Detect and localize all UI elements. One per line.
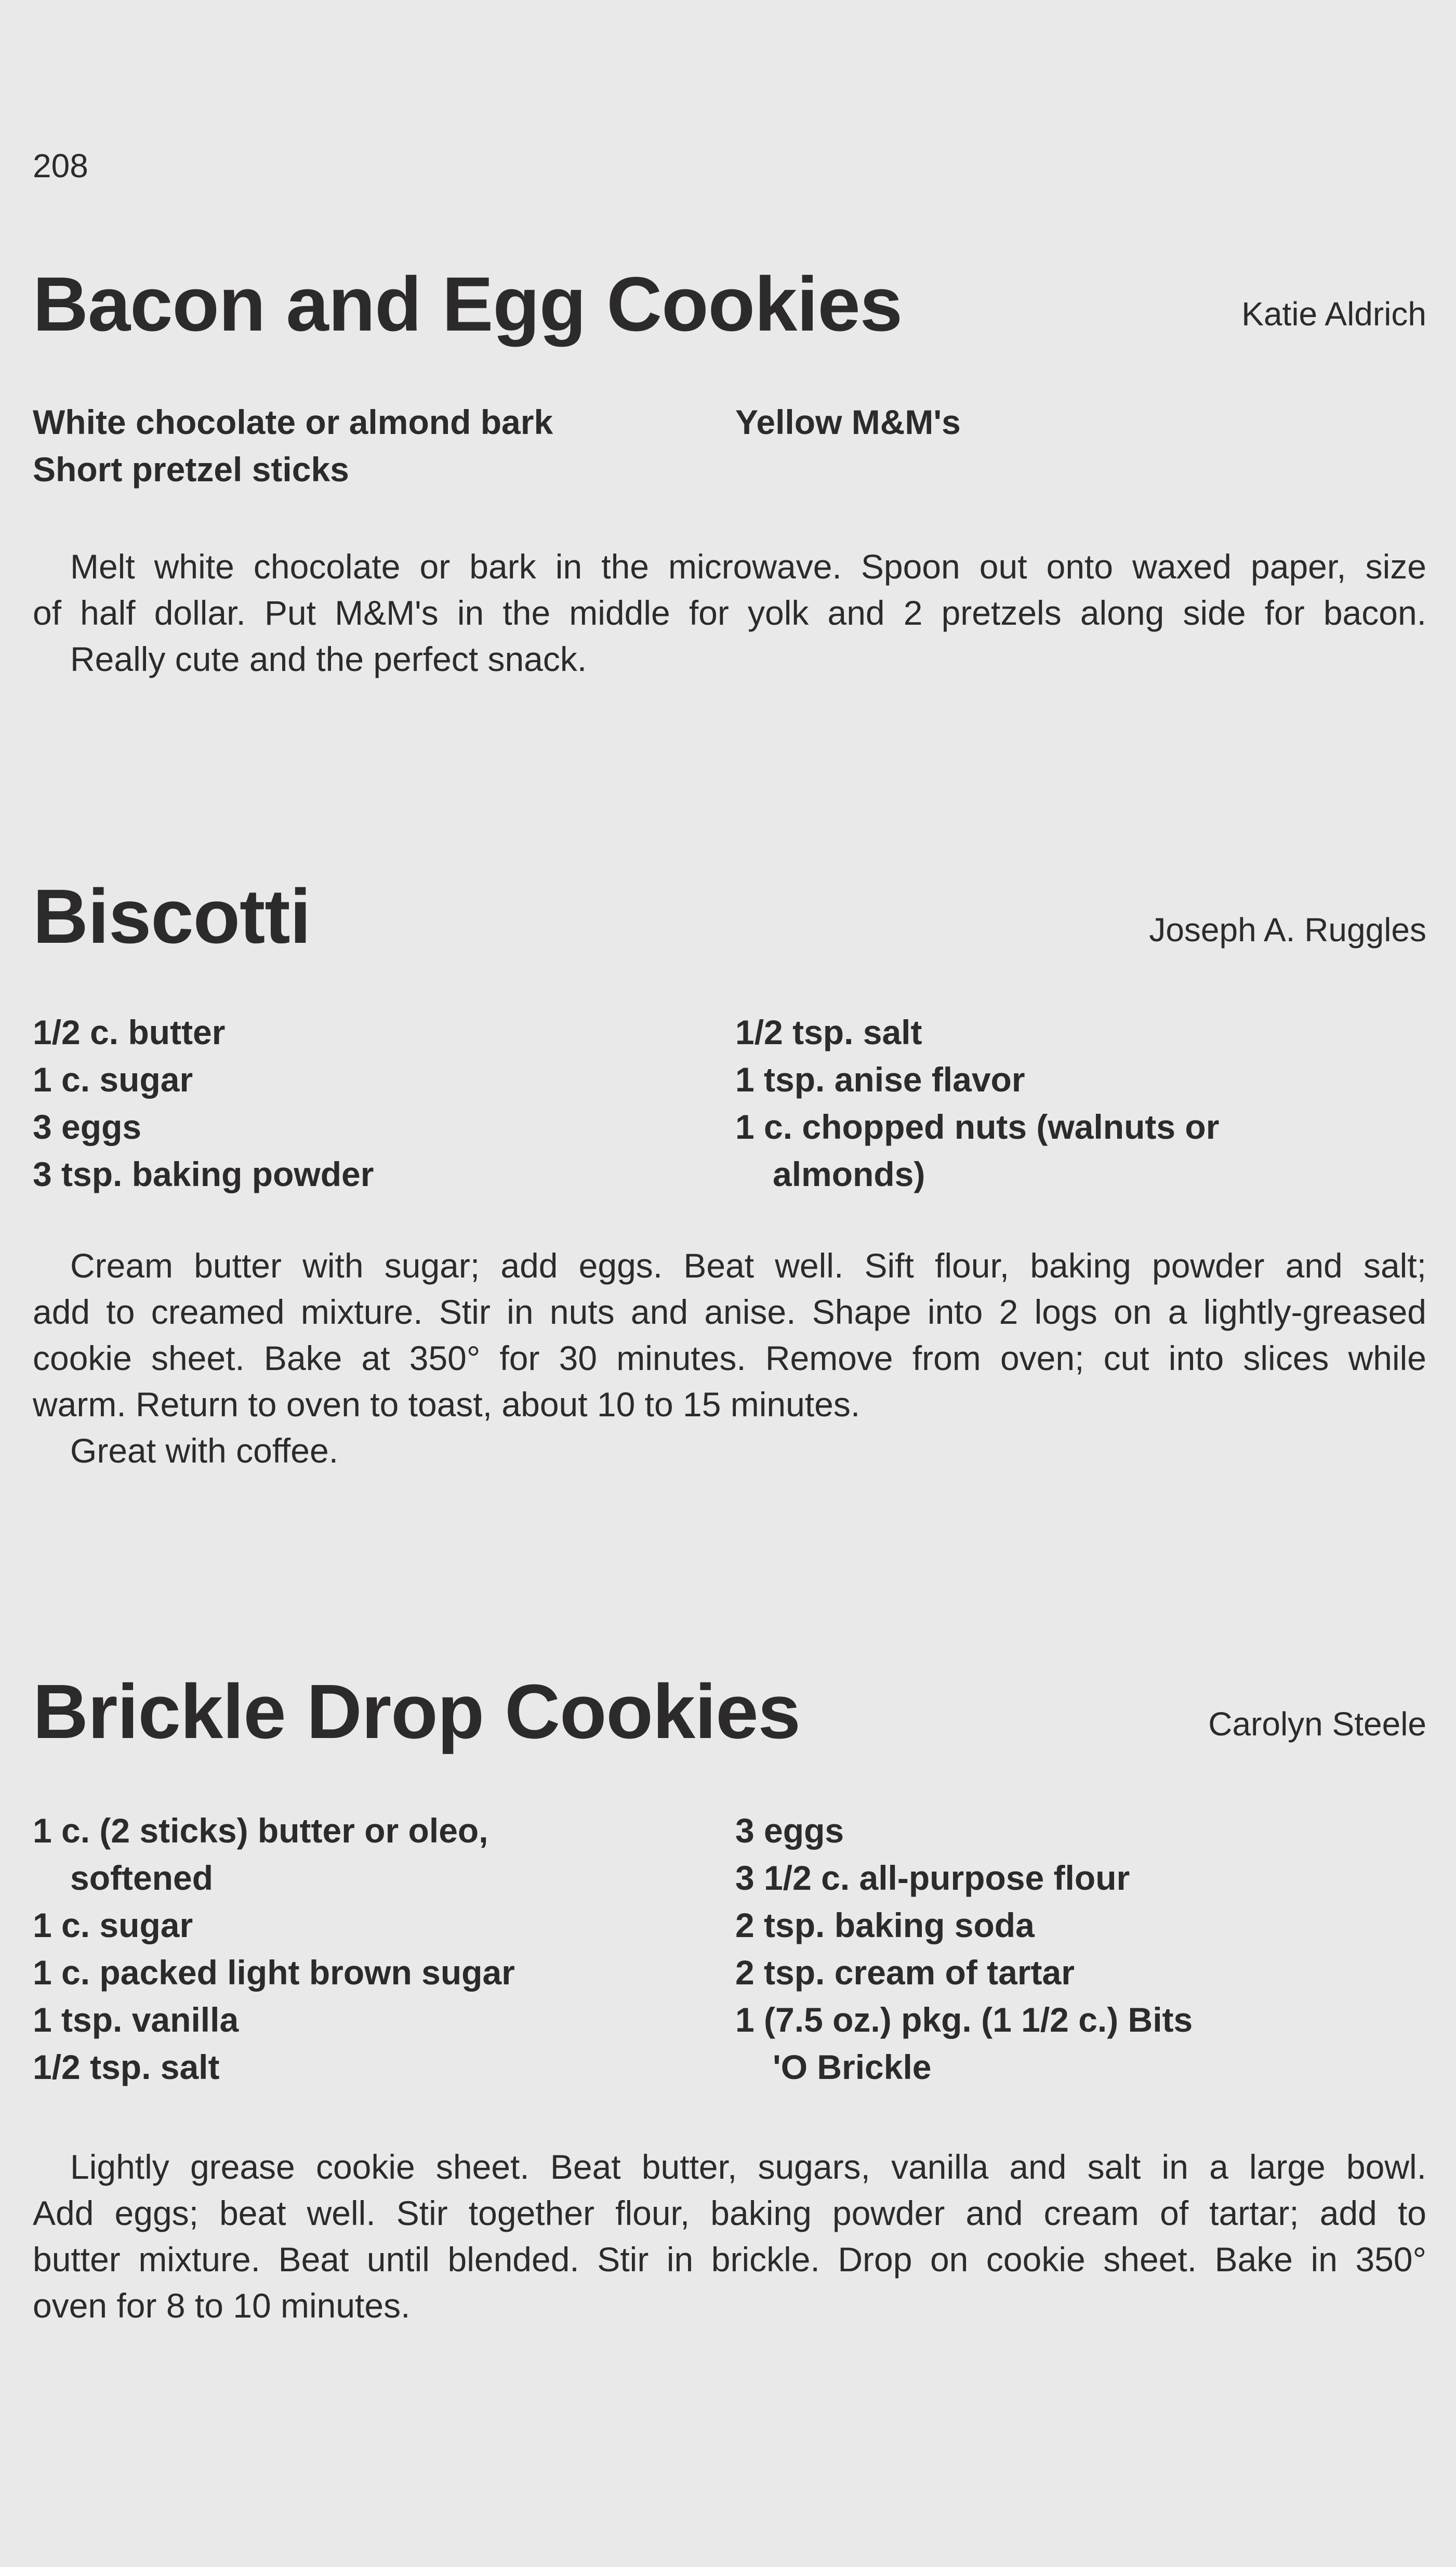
recipe-title: Brickle Drop Cookies [33, 1669, 800, 1755]
directions-line: warm. Return to oven to toast, about 10 to 15 minutes. [33, 1385, 861, 1424]
page-number: 208 [33, 147, 88, 185]
ingredients-left [33, 399, 708, 493]
ingredient: 3 eggs [735, 1811, 844, 1850]
ingredient: 1/2 tsp. salt [735, 1013, 922, 1051]
ingredient: 1 tsp. vanilla [33, 2000, 239, 2039]
ingredient: 2 tsp. baking soda [735, 1906, 1035, 1944]
ingredient: Short pretzel sticks [33, 450, 349, 489]
ingredient: 1 c. packed light brown sugar [33, 1953, 515, 1992]
ingredient: 1 c. sugar [33, 1060, 193, 1099]
recipe-title: Biscotti [33, 874, 311, 959]
recipe-author: Carolyn Steele [1208, 1705, 1426, 1743]
recipe-biscotti [33, 874, 1426, 1502]
ingredient: 3 tsp. baking powder [33, 1155, 374, 1193]
ingredient: 3 1/2 c. all-purpose flour [735, 1859, 1130, 1897]
ingredient: 'O Brickle [773, 2048, 932, 2086]
recipe-title: Bacon and Egg Cookies [33, 261, 903, 347]
directions-line: butter mixture. Beat until blended. Stir in brickle. Drop on cookie sheet. Bake in 350° [33, 2240, 1426, 2279]
directions-line: Great with coffee. [70, 1431, 339, 1470]
directions-line: Add eggs; beat well. Stir together flour, baking powder and cream of tartar; add to [33, 2194, 1426, 2232]
directions-line: Lightly grease cookie sheet. Beat butter, sugars, vanilla and salt in a large bowl. [70, 2148, 1426, 2186]
directions-line: oven for 8 to 10 minutes. [33, 2286, 411, 2325]
ingredient: 1 c. (2 sticks) butter or oleo, [33, 1811, 488, 1850]
ingredient: 1/2 c. butter [33, 1013, 226, 1051]
ingredient: almonds) [773, 1155, 925, 1193]
directions-line: of half dollar. Put M&M's in the middle for yolk and 2 pretzels along side for bacon. [33, 594, 1426, 632]
ingredients-right [735, 1807, 1426, 2091]
ingredient: 3 eggs [33, 1108, 142, 1146]
ingredient: White chocolate or almond bark [33, 403, 553, 441]
ingredient: 1 c. chopped nuts (walnuts or [735, 1108, 1220, 1146]
ingredient: Yellow M&M's [735, 403, 961, 441]
ingredients-right [735, 1009, 1426, 1198]
recipe-bacon-and-egg-cookies [33, 261, 1426, 682]
ingredient: 1 tsp. anise flavor [735, 1060, 1025, 1099]
directions [33, 1243, 1426, 1474]
ingredient: 2 tsp. cream of tartar [735, 1953, 1075, 1992]
ingredient: 1/2 tsp. salt [33, 2048, 220, 2086]
directions [33, 2144, 1426, 2329]
directions [33, 544, 1426, 682]
recipe-author: Katie Aldrich [1241, 295, 1426, 333]
ingredients-right [735, 399, 1426, 446]
ingredient: 1 c. sugar [33, 1906, 193, 1944]
ingredient: 1 (7.5 oz.) pkg. (1 1/2 c.) Bits [735, 2000, 1193, 2039]
directions-line: Melt white chocolate or bark in the microwave. Spoon out onto waxed paper, size [70, 547, 1426, 586]
directions-line: Really cute and the perfect snack. [70, 640, 587, 678]
directions-line: add to creamed mixture. Stir in nuts and anise. Shape into 2 logs on a lightly-greased [33, 1293, 1426, 1331]
recipe-brickle-drop-cookies [33, 1669, 1426, 2349]
ingredient: softened [70, 1859, 214, 1897]
ingredients-left [33, 1009, 708, 1198]
directions-line: Cream butter with sugar; add eggs. Beat well. Sift flour, baking powder and salt; [70, 1246, 1426, 1285]
ingredients-left [33, 1807, 708, 2091]
directions-line: cookie sheet. Bake at 350° for 30 minutes. Remove from oven; cut into slices while [33, 1339, 1426, 1377]
recipe-author: Joseph A. Ruggles [1149, 911, 1426, 949]
